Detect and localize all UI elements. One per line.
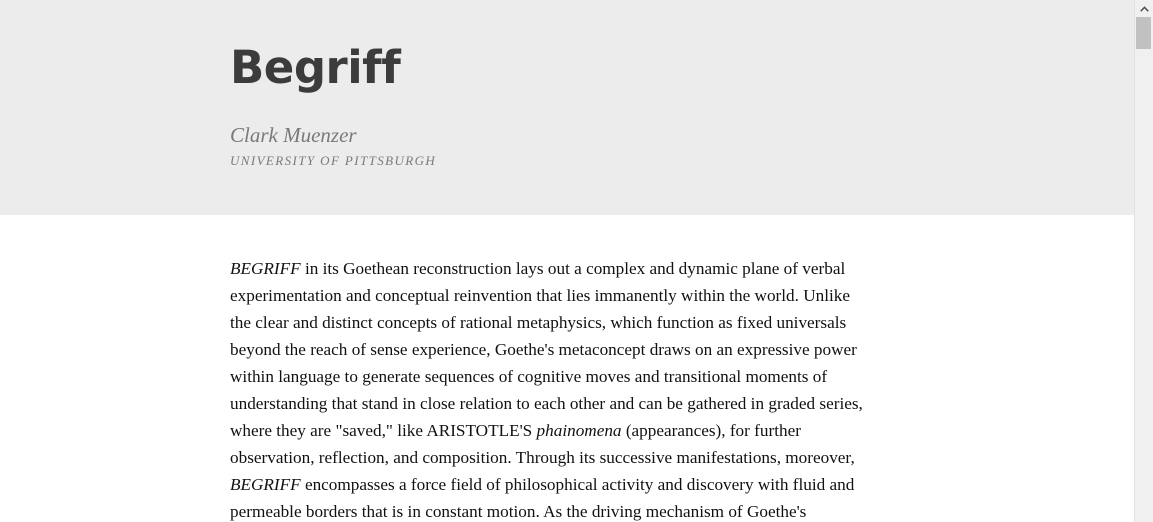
text-line	[230, 336, 900, 363]
text-segment: within language to generate sequences of cognitive moves and transitional moments of	[230, 367, 828, 386]
italic-term: BEGRIFF	[230, 259, 301, 278]
text-line	[230, 309, 900, 336]
text-segment: in its Goethean reconstruction lays out a complex and dynamic plane of verbal	[300, 259, 846, 278]
italic-term: BEGRIFF	[230, 475, 301, 494]
text-segment: permeable borders that is in constant motion. As the driving mechanism of Goethe's	[230, 502, 807, 521]
text-segment: the clear and distinct concepts of rational metaphysics, which function as fixed universals	[230, 313, 847, 332]
text-line	[230, 498, 900, 522]
text-segment: understanding that stand in close relation to each other and can be gathered in graded series,	[230, 394, 863, 413]
text-line	[230, 282, 900, 309]
author-affiliation: UNIVERSITY OF PITTSBURGH	[230, 153, 437, 168]
article-header	[0, 0, 1134, 215]
text-line	[230, 471, 900, 498]
text-segment: encompasses a force field of philosophical activity and discovery with fluid and	[300, 475, 855, 494]
text-line	[230, 363, 900, 390]
scrollbar-thumb[interactable]	[1136, 17, 1151, 49]
text-segment: observation, reflection, and composition. Through its successive manifestations, moreover,	[230, 448, 855, 467]
text-line	[230, 444, 900, 471]
chevron-up-icon	[1140, 6, 1149, 12]
text-line	[230, 417, 900, 444]
author-name: Clark Muenzer	[230, 123, 357, 147]
text-segment: experimentation and conceptual reinvention that lies immanently within the world. Unlike	[230, 286, 851, 305]
text-line	[230, 255, 900, 282]
text-segment: beyond the reach of sense experience, Goethe's metaconcept draws on an expressive power	[230, 340, 857, 359]
article-body	[230, 255, 900, 522]
vertical-scrollbar[interactable]	[1134, 0, 1153, 522]
text-segment: (appearances), for further	[621, 421, 801, 440]
page-title: Begriff	[230, 41, 401, 94]
scroll-up-button[interactable]	[1135, 0, 1153, 17]
italic-term: phainomena	[536, 421, 622, 440]
text-line	[230, 390, 900, 417]
text-segment: where they are "saved," like ARISTOTLE'S	[230, 421, 537, 440]
